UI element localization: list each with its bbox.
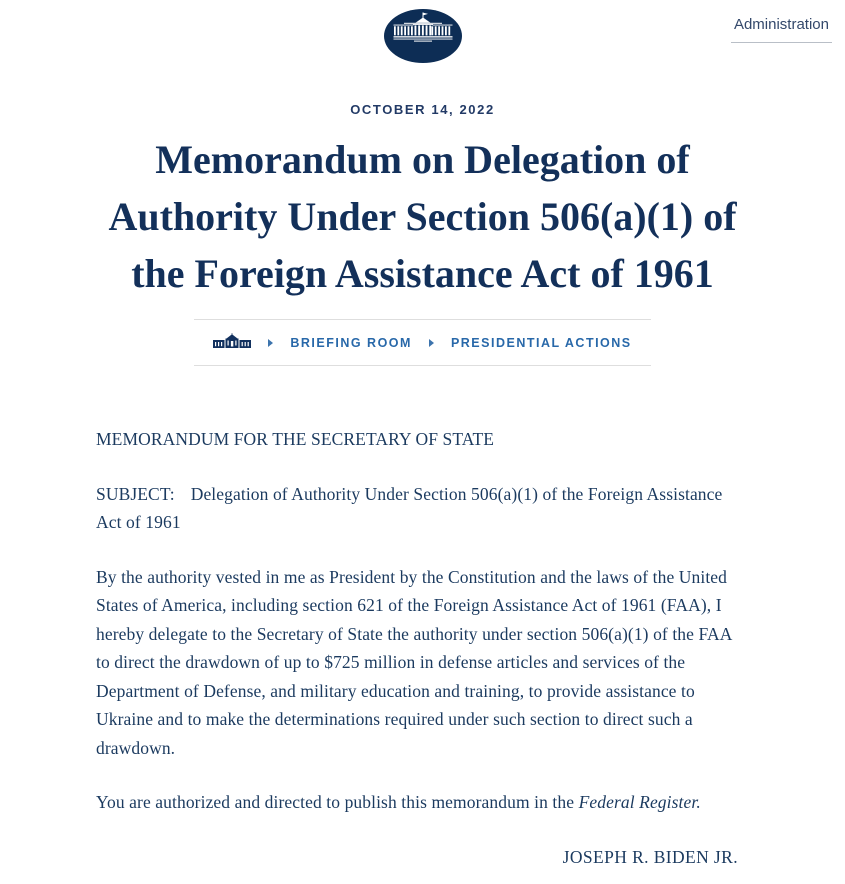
subject-text: Delegation of Authority Under Section 506(a)(1) of the Foreign Assistance Act of 1961 bbox=[96, 483, 723, 532]
breadcrumb-presidential-actions-link[interactable]: PRESIDENTIAL ACTIONS bbox=[450, 335, 632, 350]
page-title bbox=[0, 131, 845, 302]
chevron-right-icon bbox=[268, 339, 273, 347]
memo-for-line: MEMORANDUM FOR THE SECRETARY OF STATE bbox=[96, 429, 495, 449]
paragraph-authority: By the authority vested in me as President by the Constitution and the laws of the United States of America, including section 621 of the Foreign Assistance Act of 1961 (FAA), I hereby delegate to the Secretary of State the authority under section 506(a)(1) of the FAA to direct the drawdown of up to $725 million in defense articles and services of the Department of Defense, and military education and training, to provide assistance to Ukraine and to make the determinations required under such section to direct such a drawdown. bbox=[96, 566, 732, 758]
paragraph-publish-text: You are authorized and directed to publish this memorandum in the bbox=[96, 792, 579, 812]
memorandum-body bbox=[96, 425, 738, 871]
white-house-icon bbox=[213, 333, 251, 352]
breadcrumb-briefing-room-link[interactable]: BRIEFING ROOM bbox=[290, 335, 412, 350]
white-house-seal-icon bbox=[383, 51, 463, 68]
title-line-3: the Foreign Assistance Act of 1961 bbox=[131, 251, 714, 296]
breadcrumb bbox=[194, 319, 650, 366]
paragraph-publish bbox=[96, 788, 738, 817]
article-date: OCTOBER 14, 2022 bbox=[350, 102, 495, 117]
breadcrumb-home-link[interactable] bbox=[213, 333, 251, 352]
subject-label: SUBJECT: bbox=[96, 483, 175, 504]
title-line-2: Authority Under Section 506(a)(1) of bbox=[108, 194, 737, 239]
administration-link[interactable]: Administration bbox=[731, 16, 832, 43]
signature: JOSEPH R. BIDEN JR. bbox=[562, 846, 738, 867]
chevron-right-icon bbox=[429, 339, 434, 347]
white-house-logo[interactable] bbox=[0, 0, 845, 69]
federal-register-italic: Federal Register. bbox=[578, 792, 701, 812]
subject-line bbox=[96, 480, 738, 537]
title-line-1: Memorandum on Delegation of bbox=[155, 137, 690, 182]
